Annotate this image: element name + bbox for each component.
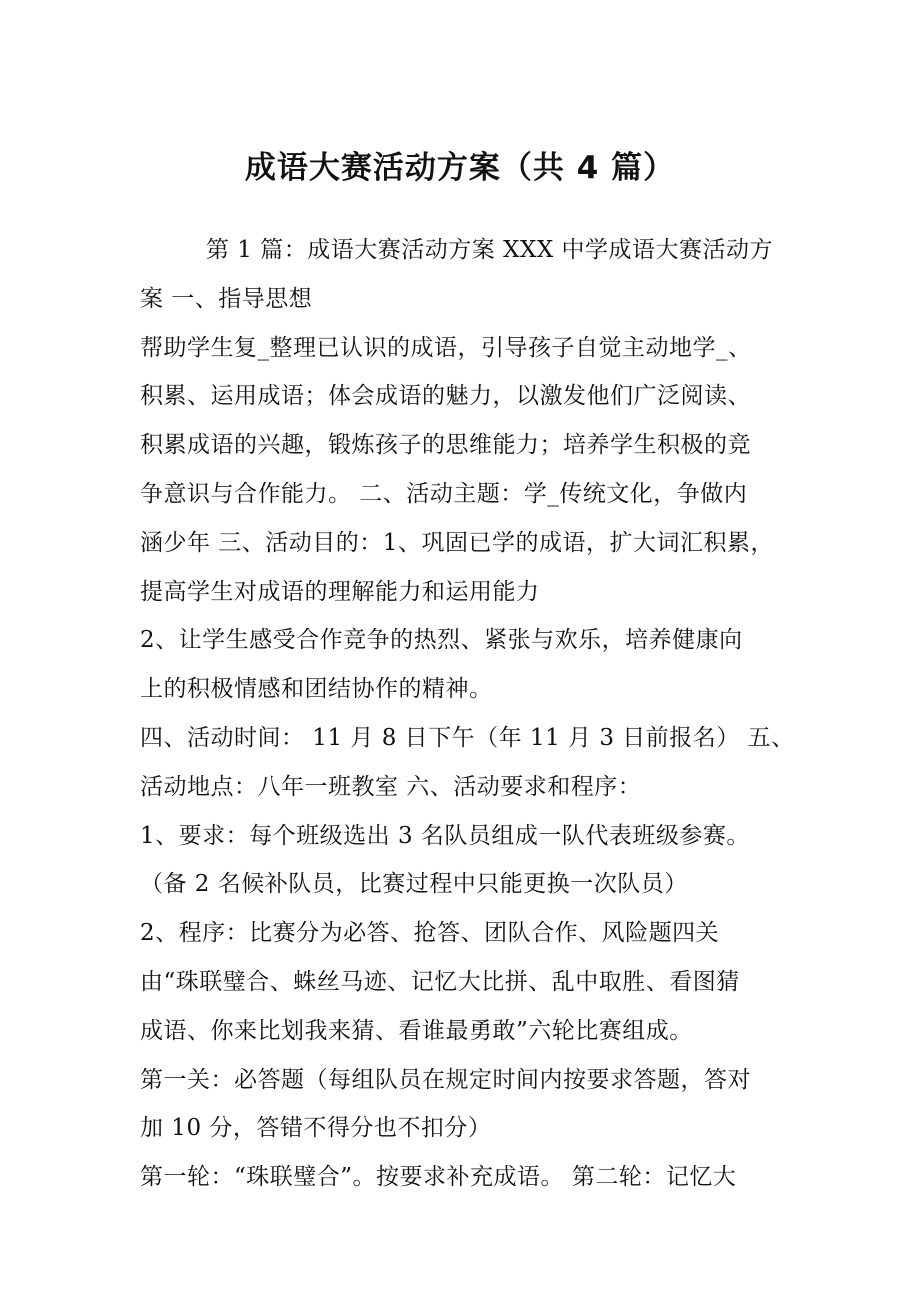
paragraph-line: 争意识与合作能力。 二、活动主题：学_传统文化，争做内 <box>140 480 748 507</box>
paragraph-line: 2、让学生感受合作竞争的热烈、紧张与欢乐，培养健康向 <box>140 627 743 654</box>
paragraph-line: 帮助学生复_整理已认识的成语，引导孩子自觉主动地学_、 <box>140 334 752 361</box>
paragraph-line: 积累、运用成语；体会成语的魅力，以激发他们广泛阅读、 <box>140 383 751 410</box>
document-body <box>140 226 805 1202</box>
paragraph-line: 2、程序：比赛分为必答、抢答、团队合作、风险题四关 <box>140 920 720 947</box>
paragraph-line: 由“珠联璧合、蛛丝马迹、记忆大比拼、乱中取胜、看图猜 <box>140 968 740 995</box>
paragraph-line: 1、要求：每个班级选出 3 名队员组成一队代表班级参赛。 <box>140 822 750 849</box>
document-title: 成语大赛活动方案（共 4 篇） <box>244 150 676 186</box>
paragraph-line: 加 10 分，答错不得分也不扣分） <box>140 1115 492 1142</box>
paragraph-line: 第一关：必答题（每组队员在规定时间内按要求答题，答对 <box>140 1066 751 1093</box>
paragraph-line: 第 1 篇：成语大赛活动方案 XXX 中学成语大赛活动方 <box>206 237 773 263</box>
paragraph-line: 涵少年 三、活动目的：1、巩固已学的成语，扩大词汇积累， <box>140 529 774 556</box>
paragraph-line: 成语、你来比划我来猜、看谁最勇敢”六轮比赛组成。 <box>140 1017 693 1044</box>
paragraph-line: 案 一、指导思想 <box>140 285 313 312</box>
paragraph-line: （备 2 名候补队员，比赛过程中只能更换一次队员） <box>140 871 688 898</box>
paragraph-line: 提高学生对成语的理解能力和运用能力 <box>140 578 540 605</box>
paragraph-line: 上的积极情感和团结协作的精神。 <box>140 676 493 703</box>
paragraph-line: 活动地点：八年一班教室 六、活动要求和程序： <box>140 773 642 800</box>
paragraph-line: 积累成语的兴趣，锻炼孩子的思维能力；培养学生积极的竞 <box>140 432 751 459</box>
paragraph-line: 四、活动时间： 11 月 8 日下午（年 11 月 3 日前报名） 五、 <box>140 724 795 751</box>
paragraph-line: 第一轮：“珠联璧合”。按要求补充成语。 第二轮：记忆大 <box>140 1164 737 1191</box>
